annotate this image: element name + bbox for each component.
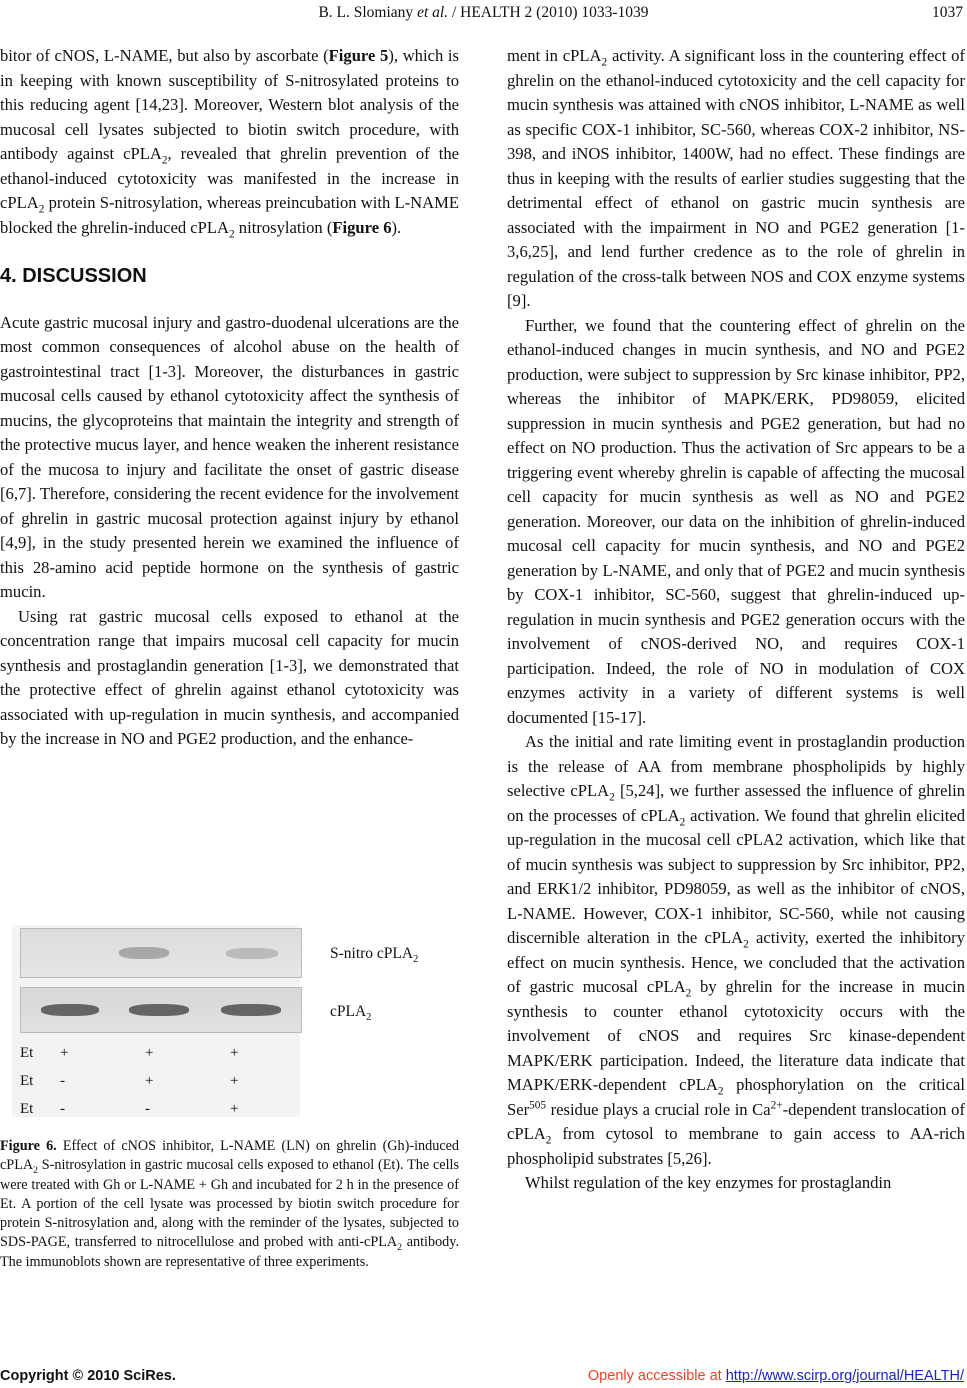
figure-western-blot (0, 905, 460, 1117)
running-title: B. L. Slomiany et al. / HEALTH 2 (2010) 1033-1039 (318, 4, 649, 21)
journal-link[interactable]: http://www.scirp.org/journal/HEALTH/ (725, 1368, 964, 1384)
blot-band (226, 948, 278, 959)
blot-label-cpla2: cPLA$_2$ (330, 1003, 372, 1024)
paragraph: Acute gastric mucosal injury and gastro-duodenal ulcerations are the most common consequences of alcohol abuse on the health of gastrointestinal tract [1-3]. Moreover, the disturbances in gastric mucosal cells caused by ethanol cytotoxicity affect the synthesis of mucins, the glycoproteins that maintain the integrity and strength of the protective mucus layer, and hence weaken the inherent resistance of the mucosa to injury and facilitate the onset of gastric disease [6,7]. Therefore, considering the recent evidence for the involvement of ghrelin in gastric mucosal protection against injury by ethanol [4,9], in the study presented herein we examined the influence of this 28-amino acid peptide hormone on the synthesis of gastric mucin. (0, 312, 459, 601)
copyright-footer: Copyright © 2010 SciRes. (0, 1368, 176, 1384)
page-number: 1037 (932, 4, 963, 21)
blot-strip-s-nitro (20, 928, 302, 978)
paragraph: bitor of cNOS, L-NAME, but also by ascorbate (Figure 5), which is in keeping with known susceptibility of S-nitrosylated proteins to this reducing agent [14,23]. Moreover, Western blot analysis of the mucosal cell lysates subjected to biotin switch procedure, with antibody against cPLA$_2$, revealed that ghrelin prevention of the ethanol-induced cytotoxicity was manifested in the increase in cPLA$_2$ protein S-nitrosylation, whereas preincubation with L-NAME blocked the ghrelin-induced cPLA$_2$ nitrosylation (Figure 6). (0, 46, 459, 240)
blot-band (119, 947, 169, 959)
treatment-row: Et + + + (20, 1045, 239, 1061)
section-heading: 4. DISCUSSION (0, 265, 147, 287)
paragraph: Further, we found that the countering effect of ghrelin on the ethanol-induced changes in mucin synthesis, and NO and PGE2 production, were subject to suppression by Src kinase inhibitor, PP2, whereas the inhibitor of MAPK/ERK, PD98059, elicited suppression in mucin synthesis and PGE2 generation, but had no effect on NO production. Thus the activation of Src appears to be a triggering event whereby ghrelin is capable of affecting the mucosal cell capacity for mucin synthesis as well as NO and PGE2 generation. Moreover, our data on the inhibition of ghrelin-induced mucosal cell capacity for mucin synthesis, and NO and PGE2 generation by L-NAME, and only that of PGE2 and mucin synthesis by COX-1 inhibitor, SC-560, suggest that ghrelin-induced up-regulation in mucin synthesis and PGE2 generation occurs with the involvement of cNOS-derived NO, and requires COX-1 participation. Indeed, the role of NO in modulation of COX enzymes activity in a variety of different systems is well documented [15-17]. (507, 315, 965, 727)
blot-band (41, 1004, 99, 1016)
left-column (0, 44, 459, 752)
paragraph: Whilst regulation of the key enzymes for prostaglandin (525, 1173, 892, 1192)
access-footer: Openly accessible at http://www.scirp.org/journal/HEALTH/ (587, 1368, 964, 1384)
paragraph: ment in cPLA$_2$ activity. A significant loss in the countering effect of ghrelin on the ethanol-induced cytotoxicity and the cell capacity for mucin synthesis was attained with cNOS inhibitor, L-NAME as well as specific COX-1 inhibitor, SC-560, whereas COX-2 inhibitor, NS-398, and iNOS inhibitor, 1400W, had no effect. These findings are thus in keeping with the results of earlier studies suggesting that the detrimental effect of ethanol on gastric mucin synthesis are associated with the impairment in NO and PGE2 generation [1-3,6,25], and lend further credence as to the role of ghrelin in regulation of the cross-talk between NOS and COX enzyme systems [9]. (507, 46, 965, 310)
paragraph: Using rat gastric mucosal cells exposed to ethanol at the concentration range that impairs mucosal cell capacity for mucin synthesis and prostaglandin generation [1-3], we demonstrated that the protective effect of ghrelin against ethanol cytotoxicity was associated with up-regulation in mucin synthesis, and accompanied by the increase in NO and PGE2 production, and the enhance- (0, 606, 459, 748)
blot-band (221, 1004, 281, 1016)
treatment-row: Et - - + (20, 1101, 239, 1117)
blot-band (129, 1004, 189, 1016)
treatment-row: Et - + + (20, 1073, 239, 1089)
page-header (0, 2, 967, 24)
right-column (507, 44, 965, 1196)
paragraph: As the initial and rate limiting event in prostaglandin production is the release of AA from membrane phospholipids by highly selective cPLA$_2$ [5,24], we further assessed the influence of ghrelin on the processes of cPLA$_2$ activation. We found that ghrelin elicited up-regulation in the mucosal cell cPLA2 activation, which like that of mucin synthesis was subject to suppression by Src inhibitor, PP2, and ERK1/2 inhibitor, PD98059, as well as the inhibitor of cNOS, L-NAME. However, COX-1 inhibitor, SC-560, while not causing discernible alteration in the cPLA$_2$ activity, exerted the inhibitory effect on mucin synthesis. Hence, we concluded that the activation of gastric mucosal cPLA$_2$ by ghrelin for the increase in mucin synthesis to counter ethanol cytotoxicity occurs with the involvement of cNOS and requires Src kinase-dependent MAPK/ERK participation. Indeed, the literature data indicate that MAPK/ERK-dependent cPLA$_2$ phosphorylation on the critical Ser$^{505}$ residue plays a crucial role in $Ca^{2+}$-dependent translocation of cPLA$_2$ from cytosol to membrane to gain access to AA-rich phospholipid substrates [5,26]. (507, 732, 965, 1168)
figure-caption: Figure 6. Effect of cNOS inhibitor, L-NAME (LN) on ghrelin (Gh)-induced cPLA$_2$ S-nitrosylation in gastric mucosal cells exposed to ethanol (Et). The cells were treated with Gh or L-NAME + Gh and incubated for 2 h in the presence of Et. A portion of the cell lysate was processed by biotin switch procedure for protein S-nitrosylation and, along with the reminder of the lysates, subjected to SDS-PAGE, transferred to nitrocellulose and probed with anti-cPLA$_2$ antibody. The immunoblots shown are representative of three experiments. (0, 1138, 460, 1270)
blot-label-s-nitro: S-nitro cPLA$_2$ (330, 945, 419, 966)
blot-strip-cpla2 (20, 987, 302, 1033)
